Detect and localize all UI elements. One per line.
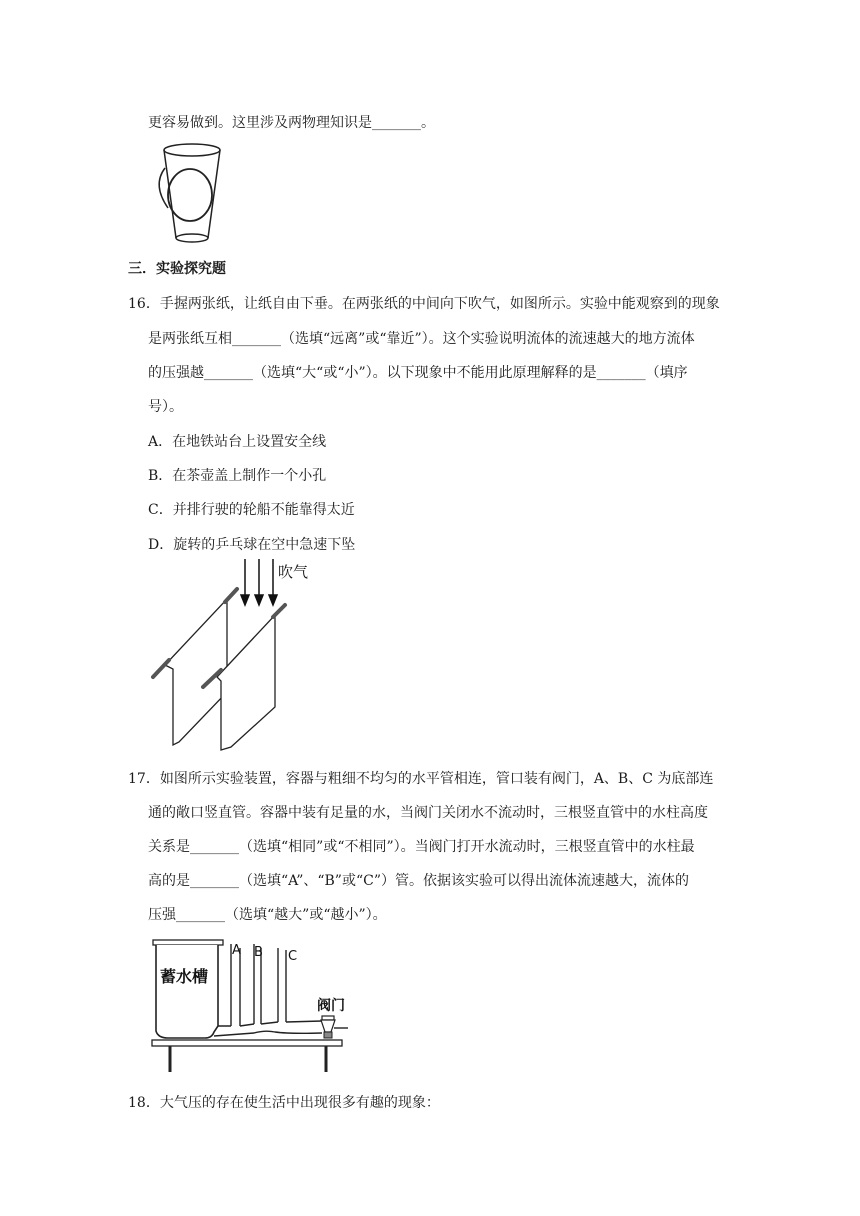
q17-line-4: 高的是_______（选填“A”、“B”或“C”）管。依据该实验可以得出流体流速越大，流体的	[148, 873, 689, 889]
q16-option-b: B．在茶壶盖上制作一个小孔	[148, 468, 327, 484]
section-heading: 三．实验探究题	[128, 261, 226, 277]
paper-blowing-figure	[145, 557, 325, 757]
blow-label: 吹气	[278, 563, 309, 581]
tank-label: 蓄水槽	[160, 967, 209, 986]
tube-label-b: B	[254, 945, 263, 960]
q17-line-1: 17．如图所示实验装置，容器与粗细不均匀的水平管相连，管口装有阀门，A、B、C 为底部连	[128, 771, 714, 787]
q16-option-d: D．旋转的乒乓球在空中急速下坠	[148, 537, 356, 553]
tube-label-c: C	[288, 949, 298, 964]
tube-label-a: A	[232, 943, 241, 958]
q16-line-2: 是两张纸互相_______（选填“远离”或“靠近”）。这个实验说明流体的流速越大的地方流体	[148, 331, 695, 347]
q17-line-5: 压强_______（选填“越大”或“越小”）。	[148, 907, 387, 923]
valve-label: 阀门	[317, 998, 345, 1014]
q16-option-c: C．并排行驶的轮船不能靠得太近	[148, 502, 355, 518]
q15-tail-text: 更容易做到。这里涉及两物理知识是_______。	[148, 115, 435, 131]
q17-line-2: 通的敞口竖直管。容器中装有足量的水，当阀门关闭水不流动时，三根竖直管中的水柱高度	[148, 805, 708, 821]
q16-line-3: 的压强越_______（选填“大“或“小”）。以下现象中不能用此原理解释的是_______（填序	[148, 365, 688, 381]
q16-option-a: A．在地铁站台上设置安全线	[148, 434, 327, 450]
q16-line-4: 号）。	[148, 399, 183, 415]
q17-line-3: 关系是_______（选填“相同”或“不相同”）。当阀门打开水流动时，三根竖直管中的水柱最	[148, 839, 695, 855]
cup-figure	[150, 140, 230, 250]
water-tank-figure	[150, 936, 350, 1076]
q16-line-1: 16．手握两张纸，让纸自由下垂。在两张纸的中间向下吹气，如图所示。实验中能观察到的现象	[128, 296, 720, 312]
q18-line-1: 18．大气压的存在使生活中出现很多有趣的现象：	[128, 1095, 440, 1111]
